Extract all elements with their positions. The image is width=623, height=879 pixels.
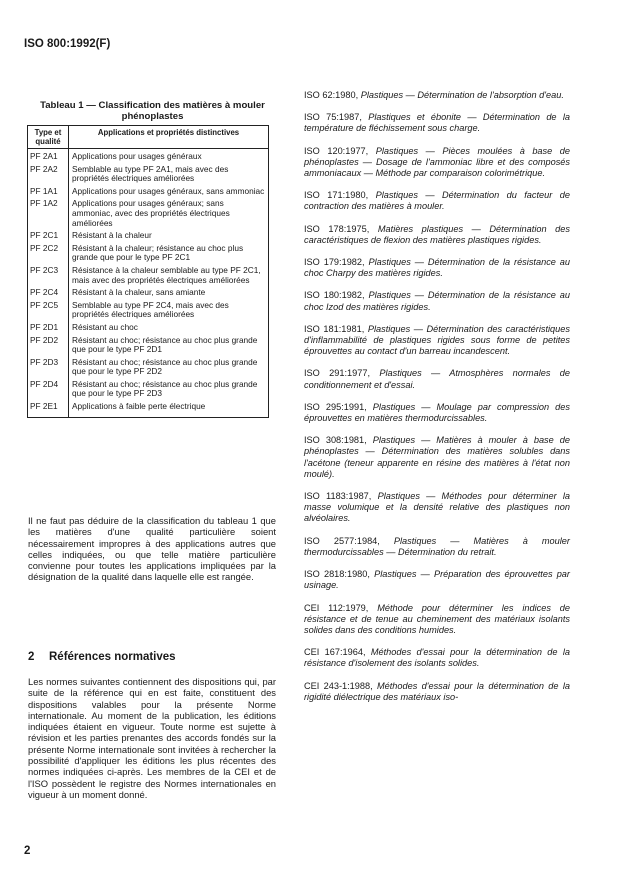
reference-title: Méthodes d'essai pour la détermination de la résistance d'isolement des isolants solides. [304,647,570,669]
document-header: ISO 800:1992(F) [24,38,111,50]
reference-code: ISO 75:1987, [304,112,362,123]
reference-code: ISO 179:1982, [304,257,365,268]
reference-code: ISO 2818:1980, [304,569,370,580]
table-caption: Tableau 1 — Classification des matières à mouler phénoplastes [40,100,265,122]
reference-entry [304,146,570,180]
cell-description: Semblable au type PF 2A1, mais avec des propriétés électriques améliorées [69,165,269,187]
reference-entry [304,402,570,424]
cell-type: PF 2C5 [28,301,69,323]
cell-description: Résistant à la chaleur, sans amiante [69,288,269,301]
reference-entry [304,435,570,480]
page-number: 2 [24,845,31,857]
table-row [28,231,269,244]
reference-title: Plastiques — Matières à mouler à base de phénoplastes — Détermination des matières solubles dans l'acétone (teneur apparente en résine des matières à l'état non moulé). [304,435,570,479]
reference-title: Méthodes d'essai pour la détermination de la rigidité diélectrique des matériaux iso- [304,680,570,702]
cell-description: Résistant au choc [69,323,269,336]
cell-type: PF 1A2 [28,199,69,231]
reference-entry [304,190,570,212]
reference-title: Plastiques — Pièces moulées à base de phénoplastes — Dosage de l'ammoniac libre et des composés ammoniacaux — Méthode par comparaison colorimétrique. [304,145,570,179]
reference-entry [304,491,570,525]
reference-entry [304,569,570,591]
reference-code: ISO 171:1980, [304,190,369,201]
cell-type: PF 2A1 [28,149,69,165]
reference-entry [304,368,570,390]
reference-title: Plastiques — Moulage par compression des éprouvettes en matières thermodurcissables. [304,401,570,424]
cell-type: PF 2C1 [28,231,69,244]
column-header-applications: Applications et propriétés distinctives [69,126,269,149]
table-row [28,199,269,231]
cell-type: PF 2D2 [28,336,69,358]
cell-type: PF 2D1 [28,323,69,336]
cell-description: Résistant au choc; résistance au choc plus grande que pour le type PF 2D3 [69,380,269,402]
table-row [28,301,269,323]
reference-code: ISO 178:1975, [304,223,370,234]
cell-type: PF 2D4 [28,380,69,402]
table-row [28,336,269,358]
reference-code: ISO 120:1977, [304,145,369,156]
cell-type: PF 2C3 [28,266,69,288]
reference-title: Plastiques et ébonite — Détermination de la température de fléchissement sous charge. [304,112,570,134]
cell-description: Résistant au choc; résistance au choc plus grande que pour le type PF 2D2 [69,358,269,380]
reference-code: ISO 62:1980, [304,90,359,100]
reference-code: ISO 295:1991, [304,401,367,412]
reference-code: ISO 1183:1987, [304,491,372,502]
cell-type: PF 2D3 [28,358,69,380]
table-row [28,149,269,165]
reference-title: Plastiques — Détermination de l'absorption d'eau. [360,90,564,100]
reference-entry [304,90,570,101]
reference-title: Plastiques — Atmosphères normales de conditionnement et d'essai. [304,368,570,390]
classification-table [27,125,269,418]
reference-entry [304,324,570,358]
table-row [28,266,269,288]
reference-code: ISO 2577:1984, [304,535,380,546]
table-row [28,358,269,380]
table-row [28,380,269,402]
table-row [28,244,269,266]
cell-type: PF 2A2 [28,165,69,187]
reference-title: Plastiques — Préparation des éprouvettes par usinage. [304,569,570,591]
table-row [28,165,269,187]
reference-title: Plastiques — Méthodes pour déterminer la masse volumique et la densité relative des plastiques non alvéolaires. [304,491,570,524]
reference-entry [304,603,570,637]
cell-type: PF 2C2 [28,244,69,266]
reference-title: Matières plastiques — Détermination des caractéristiques de flexion des matières plastiques rigides. [304,223,570,245]
cell-description: Semblable au type PF 2C4, mais avec des propriétés électriques améliorées [69,301,269,323]
reference-code: CEI 112:1979, [304,602,369,613]
table-note-paragraph: Il ne faut pas déduire de la classification du tableau 1 que les matières d'une qualité particulière soient nécessairement impropres à des applications autres que celles indiquées, ou que telle matière particulière convienne pour toutes les applications impliquées par la désignation de la qualité dans laquelle elle est rangée. [28,515,276,583]
reference-code: ISO 291:1977, [304,368,371,379]
column-header-type: Type et qualité [28,126,69,149]
reference-title: Plastiques — Détermination des caractéristiques d'inflammabilité de plastiques rigides sous forme de petites éprouvettes au contact d'un barreau incandescent. [304,323,570,357]
cell-description: Applications pour usages généraux [69,149,269,165]
reference-entry [304,290,570,312]
reference-code: CEI 167:1964, [304,647,366,658]
cell-description: Applications pour usages généraux; sans ammoniac, avec des propriétés électriques améliorées [69,199,269,231]
reference-entry [304,224,570,246]
reference-entry [304,536,570,558]
cell-type: PF 2C4 [28,288,69,301]
reference-entry [304,257,570,279]
table-block [24,100,279,418]
reference-code: ISO 180:1982, [304,290,365,301]
cell-type: PF 2E1 [28,402,69,417]
reference-title: Plastiques — Détermination de la résistance au choc Izod des matières rigides. [304,290,570,312]
cell-description: Applications à faible perte électrique [69,402,269,417]
cell-description: Applications pour usages généraux, sans ammoniac [69,187,269,200]
reference-entry [304,647,570,669]
reference-title: Plastiques — Détermination de la résistance au choc Charpy des matières rigides. [304,257,570,279]
cell-description: Résistant à la chaleur [69,231,269,244]
cell-description: Résistance à la chaleur semblable au type PF 2C1, mais avec des propriétés électriques améliorées [69,266,269,288]
table-row [28,323,269,336]
cell-type: PF 1A1 [28,187,69,200]
reference-entry [304,681,570,703]
reference-title: Méthode pour déterminer les indices de résistance et de tenue au cheminement des matériaux isolants solides dans des conditions humides. [304,602,570,635]
reference-title: Plastiques — Détermination du facteur de contraction des matières à mouler. [304,190,570,212]
table-row [28,402,269,417]
cell-description: Résistant à la chaleur; résistance au choc plus grande que pour le type PF 2C1 [69,244,269,266]
reference-code: ISO 181:1981, [304,323,365,334]
section-title: Références normatives [49,651,176,663]
section-number: 2 [28,651,35,663]
cell-description: Résistant au choc; résistance au choc plus grande que pour le type PF 2D1 [69,336,269,358]
table-row [28,288,269,301]
reference-entry [304,112,570,134]
reference-list [304,90,570,714]
reference-title: Plastiques — Matières à mouler thermodurcissables — Détermination du retrait. [304,535,570,557]
table-header-row [28,126,269,149]
section-body: Les normes suivantes contiennent des dispositions qui, par suite de la référence qui en est faite, constituent des dispositions valables pour la présente Norme internationale. Au moment de la publication, les éditions indiquées étaient en vigueur. Toute norme est sujette à révision et les parties prenantes des accords fondés sur la présente Norme internationale sont invitées à rechercher la possibilité d'appliquer les éditions les plus récentes des normes indiquées ci-après. Les membres de la CEI et de l'ISO possèdent le registre des Normes internationales en vigueur à un moment donné. [28,676,276,800]
reference-code: CEI 243-1:1988, [304,680,373,691]
section-heading [28,651,176,663]
reference-code: ISO 308:1981, [304,435,367,446]
